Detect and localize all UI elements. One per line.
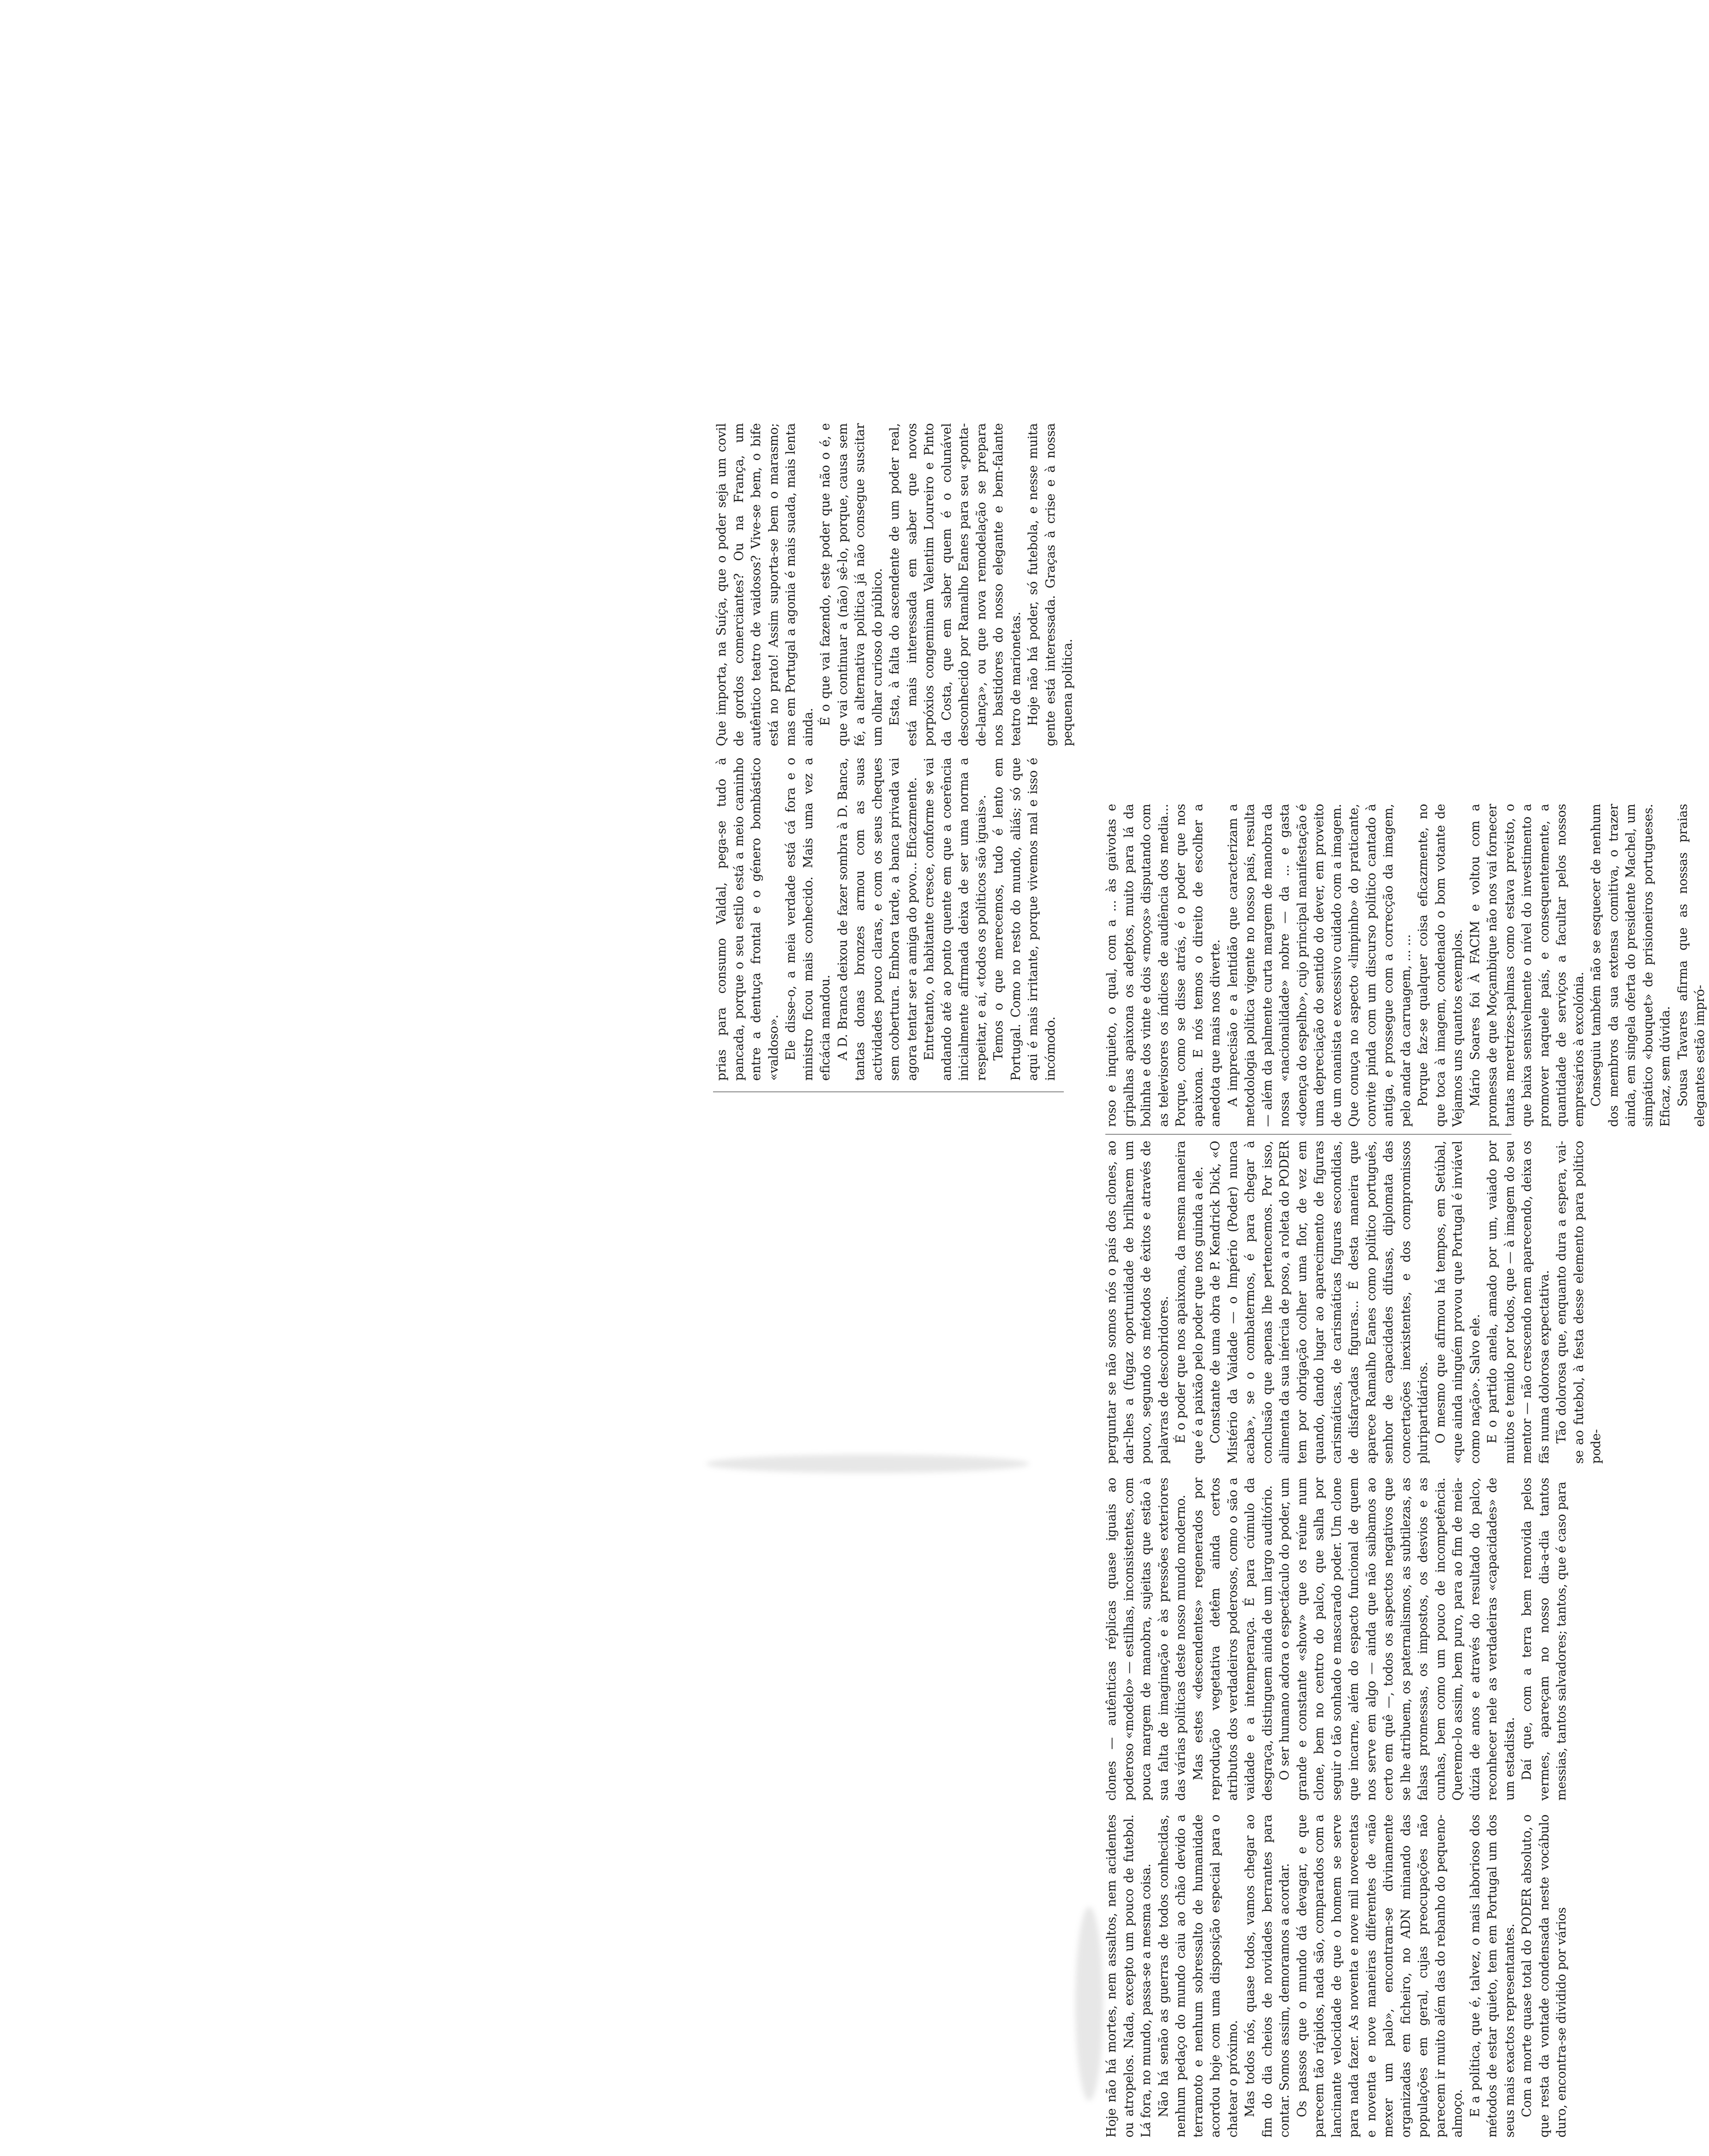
paragraph: Temos o que merecemos, tudo é lento em Portugal. Como no resto do mundo, aliás; só que aqui é mais irritante, porque vivemos mal e isso é incómodo. bbox=[991, 758, 1058, 1081]
paragraph: Porque faz-se qualquer coisa eficazmente, no que toca à imagem, condenado o bom votante de Vejamos uns quantos exemplos. bbox=[1416, 804, 1465, 1127]
paragraph: É o poder que nos apaixona, da mesma maneira que é a paixão pelo poder que nos guinda a ele. bbox=[1174, 1141, 1205, 1464]
paragraph: Os passos que o mundo dá devagar, e que parecem tão rápidos, nada são, comparados com a lancinante velocidade de que o homem se serve para nada fazer. As noventa e nove mil novecentas e noventa e nove maneiras diferentes de «não mexer um palo», encontram-se divinamente organizadas em ficheiro, no ADN minando das populações em geral, cujas preocupações não parecem ir muito além das do rebanho do pequeno-almoço. bbox=[1295, 1815, 1465, 2138]
article-column-6 bbox=[713, 423, 1077, 746]
paragraph: E o partido anela, amado por um, vaiado por muitos e temido por todos, que — à imagem do seu mentor — não crescendo nem aparecendo, deixa os fãs numa dolorosa expectativa. bbox=[1485, 1141, 1552, 1464]
paragraph: Mário Soares foi À FACIM e voltou com a promessa de que Moçambique não nos vai fornecer tantas meretrizes-palmas como estava previsto, o que baixa sensivelmente o nível do investimento a promover naquele país, e consequentemente, a quantidade de serviços a facultar pelos nossos empresários à excolónia. bbox=[1468, 804, 1586, 1127]
column-rule bbox=[1105, 1134, 1511, 1135]
scan-smudge bbox=[706, 1455, 1029, 1473]
paragraph: Mas todos nós, quase todos, vamos chegar ao fim do dia cheios de novidades berrantes para contar. Somos assim, demoramos a acordar. bbox=[1243, 1815, 1292, 2138]
paragraph: Hoje não há mortes, nem assaltos, nem acidentes ou atropelos. Nada, excepto um pouco de futebol. Lá fora, no mundo, passa-se a mesma coisa. bbox=[1104, 1815, 1153, 2138]
paragraph: Mas estes «descendentes» regenerados por reprodução vegetativa detêm ainda certos atributos dos verdadeiros poderosos, como o são a vaidade e a intemperança. É para cúmulo da desgraça, distinguem ainda de um largo auditório. bbox=[1191, 1478, 1275, 1801]
column-rule bbox=[713, 1091, 1064, 1092]
paragraph: roso e inquieto, o qual, com a ... às gaivotas e gripalhas apaixona os adeptos, muito para lá da bolinha e dos vinte e dois «moços» disputando com as televisores os índices de audiência dos media... Porque, como se disse atrás, é o poder que nos apaixona. E nós temos o direito de escolher a anedota que mais nos diverte. bbox=[1104, 804, 1223, 1127]
paragraph: É o que vai fazendo, este poder que não o é, e que vai continuar a (não) sê-lo, porque, causa sem fé, a alternativa política já não consegue suscitar um olhar curioso do público. bbox=[818, 423, 885, 746]
paragraph: Tão dolorosa que, enquanto dura a espera, vai-se ao futebol, à festa desse elemento para político pode- bbox=[1554, 1141, 1603, 1464]
paragraph: O ser humano adora o espectáculo do poder, um grande e constante «show» que os reúne num clone, bem no centro do palco, que salha por seguir o tão sonhado e mascarado poder. Um clone que incarne, além do espacto funcional de quem nos serve em algo — ainda que não saibamos ao certo em quê —, todos os aspectos negativos que se lhe atribuem, os paternalismos, as subtilezas, as falsas promessas, os impostos, os desvios e as cunhas, bem como um pouco de incompetência. Queremo-lo assim, bem puro, para ao fim de meia-dúzia de anos e através do resultado do palco, reconhecer nele as verdadeiras «capacidades» de um estadista. bbox=[1277, 1478, 1517, 1801]
paragraph: Ele disse-o, a meia verdade está cá fora e o ministro ficou mais conhecido. Mais uma vez a eficácia mandou. bbox=[784, 758, 833, 1081]
paragraph: Constante de uma obra de P. Kendrick Dick, «O Mistério da Vaidade — o Império (Poder) nunca acaba», se o combatermos, é para chegar à conclusão que apenas lhe pertencemos. Por isso, alimenta da sua inércia de poso, a roleta do PODER tem por obrigação colher uma flor, de vez em quando, dando lugar ao aparecimento de figuras carismáticas, de carismáticas figuras escondidas, de disfarçadas figuras... É desta maneira que aparece Ramalho Eanes como político português, senhor de capacidades difusas, diplomata das concertações inexistentes, e dos compromissos pluripartidários. bbox=[1208, 1141, 1430, 1464]
paragraph: Esta, à falta do ascendente de um poder real, está mais interessada em saber que novos porpóxios congeminam Valentim Loureiro e Pinto da Costa, que em saber quem é o colunável desconhecido por Ramalho Eanes para seu «ponta-de-lança», ou que nova remodelação se prepara nos bastidores do nosso elegante e bem-falante teatro de marionetas. bbox=[887, 423, 1023, 746]
paragraph: Que importa, na Suíça, que o poder seja um covil de gordos comerciantes? Ou na França, um autêntico teatro de vaidosos? Vive-se bem, o bife está no prato! Assim suporta-se bem o marasmo; mas em Portugal a agonia é mais suada, mais lenta ainda. bbox=[714, 423, 816, 746]
paragraph: Não há senão as guerras de todos conhecidas, nenhum pedaço do mundo caiu ao chão devido a terramoto e nenhum sobressalto de humanidade acordou hoje com uma disposição especial para o chatear o próximo. bbox=[1156, 1815, 1240, 2138]
scan-smudge bbox=[1075, 1907, 1103, 2101]
paragraph: clones — autênticas réplicas quase iguais ao poderoso «modelo» — estilhas, inconsistentes, com pouca margem de manobra, sujeitas que estão à sua falta de imaginação e às pressões exteriores das várias políticas deste nosso mundo moderno. bbox=[1104, 1478, 1188, 1801]
article-column-5 bbox=[713, 758, 1059, 1081]
paragraph: Com a morte quase total do PODER absoluto, o que resta da vontade condensada neste vocábulo duro, encontra-se dividido por vários bbox=[1520, 1815, 1569, 2138]
paragraph: Daí que, com a terra bem removida pelos vermes, apareçam no nosso dia-a-dia tantos messias, tantos salvadores; tantos, que é caso para bbox=[1520, 1478, 1569, 1801]
paragraph: A D. Branca deixou de fazer sombra à D. Banca, tantas donas bronzes armou com as suas actividades pouco claras, e com os seus cheques sem cobertura. Embora tarde, a banca privada vai agora tentar ser a amiga do povo... Eficazmente. bbox=[835, 758, 919, 1081]
paragraph: Conseguiu também não se esquecer de nenhum dos membros da sua extensa comitiva, o trazer ainda, em singela oferta do presidente Machel, um simpático «bouquet» de prisioneiros portugueses. Eficaz, sem dúvida. bbox=[1589, 804, 1673, 1127]
paragraph: Entretanto, o habitante cresce, conforme se vai andando até ao ponto quente em que a coerência inicialmente afirmada deixa de ser uma norma a respeitar, e aí, «todos os políticos são iguais». bbox=[922, 758, 989, 1081]
article-column-1 bbox=[1103, 1815, 1571, 2138]
paragraph: Sousa Tavares afirma que as nossas praias elegantes estão impró- bbox=[1675, 804, 1707, 1127]
paragraph: prias para consumo Valdal, pega-se tudo à pancada, porque o seu estilo está a meio caminho entre a dentuça frontal e o género bombástico «valdoso». bbox=[714, 758, 781, 1081]
paragraph: O mesmo que afirmou há tempos, em Setúbal, «que ainda ninguém provou que Portugal é inviável como nação». Salvo ele. bbox=[1433, 1141, 1482, 1464]
paragraph: E a política, que é, talvez, o mais laborioso dos métodos de estar quieto, tem em Portugal um dos seus mais exactos representantes. bbox=[1468, 1815, 1517, 2138]
paragraph: Hoje não há poder, só futebola, e nesse muita gente está interessada. Graças à crise e à nossa pequena política. bbox=[1026, 423, 1075, 746]
article-column-4 bbox=[1103, 804, 1709, 1127]
article-column-3 bbox=[1103, 1141, 1605, 1464]
paragraph: perguntar se não somos nós o país dos clones, ao dar-lhes a (fugaz oportunidade de brilharem um pouco, segundo os métodos de êxitos e através de palavras de descobridores. bbox=[1104, 1141, 1171, 1464]
paragraph: A imprecisão e a lentidão que caracterizam a metodologia política vigente no nosso país, resulta — além da palmente curta margem de manobra da nossa «nacionalidade» nobre — da ... e gasta «doença do espelho», cujo principal manifestação é uma depreciação do sentido do dever, em proveito de um onanista e excessivo cuidado com a imagem. Que conuça no aspecto «limpinho» do praticante, convite pinda com um discurso político cantado à antiga, e prossegue com a correcção da imagem, pelo andar da carruagem, ... ... bbox=[1225, 804, 1413, 1127]
article-column-2 bbox=[1103, 1478, 1571, 1801]
